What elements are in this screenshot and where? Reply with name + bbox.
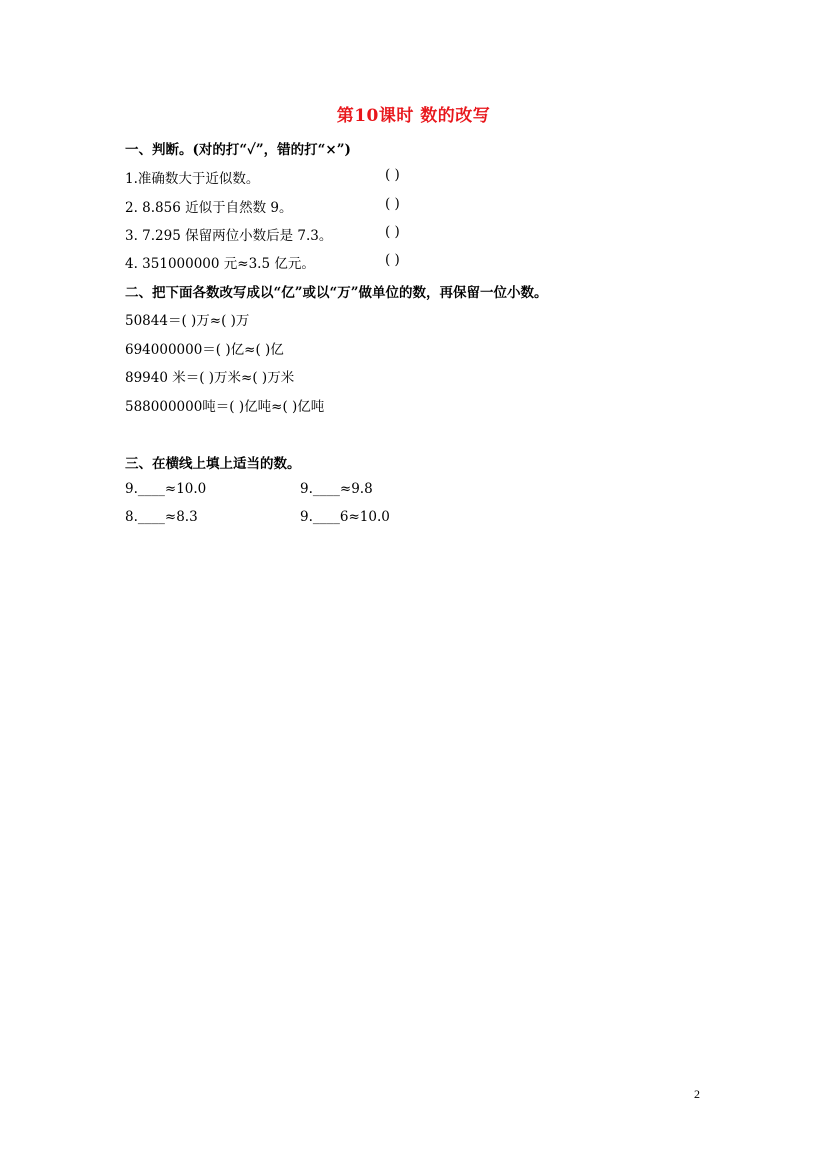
question-4-text: 4. 351000000 元≈3.5 亿元。 [125, 256, 315, 272]
question-1-answer-blank[interactable]: ( ) [385, 167, 400, 183]
conversion-item-1: 50844＝( )万≈( )万 [125, 313, 250, 329]
question-4-answer-blank[interactable]: ( ) [385, 252, 400, 268]
fill-blank-3: 8.____≈8.3 [125, 509, 198, 525]
conversion-item-3: 89940 米＝( )万米≈( )万米 [125, 370, 295, 386]
question-2-text: 2. 8.856 近似于自然数 9。 [125, 200, 293, 216]
page-title: 第10课时 数的改写 [336, 106, 491, 126]
section-3-heading: 三、在横线上填上适当的数。 [125, 456, 301, 472]
section-2-heading: 二、把下面各数改写成以“亿”或以“万”做单位的数，再保留一位小数。 [125, 285, 548, 301]
section-1-heading: 一、判断。(对的打“✓”，错的打“×”) [125, 142, 351, 158]
fill-blank-2: 9.____≈9.8 [300, 481, 373, 497]
conversion-item-4: 588000000吨＝( )亿吨≈( )亿吨 [125, 399, 325, 415]
fill-blank-4: 9.____6≈10.0 [300, 509, 390, 525]
question-2-answer-blank[interactable]: ( ) [385, 196, 400, 212]
fill-blank-1: 9.____≈10.0 [125, 481, 207, 497]
page-number: 2 [694, 1087, 700, 1101]
conversion-item-2: 694000000＝( )亿≈( )亿 [125, 342, 284, 358]
question-1-text: 1.准确数大于近似数。 [125, 171, 260, 187]
question-3-text: 3. 7.295 保留两位小数后是 7.3。 [125, 228, 333, 244]
question-3-answer-blank[interactable]: ( ) [385, 224, 400, 240]
